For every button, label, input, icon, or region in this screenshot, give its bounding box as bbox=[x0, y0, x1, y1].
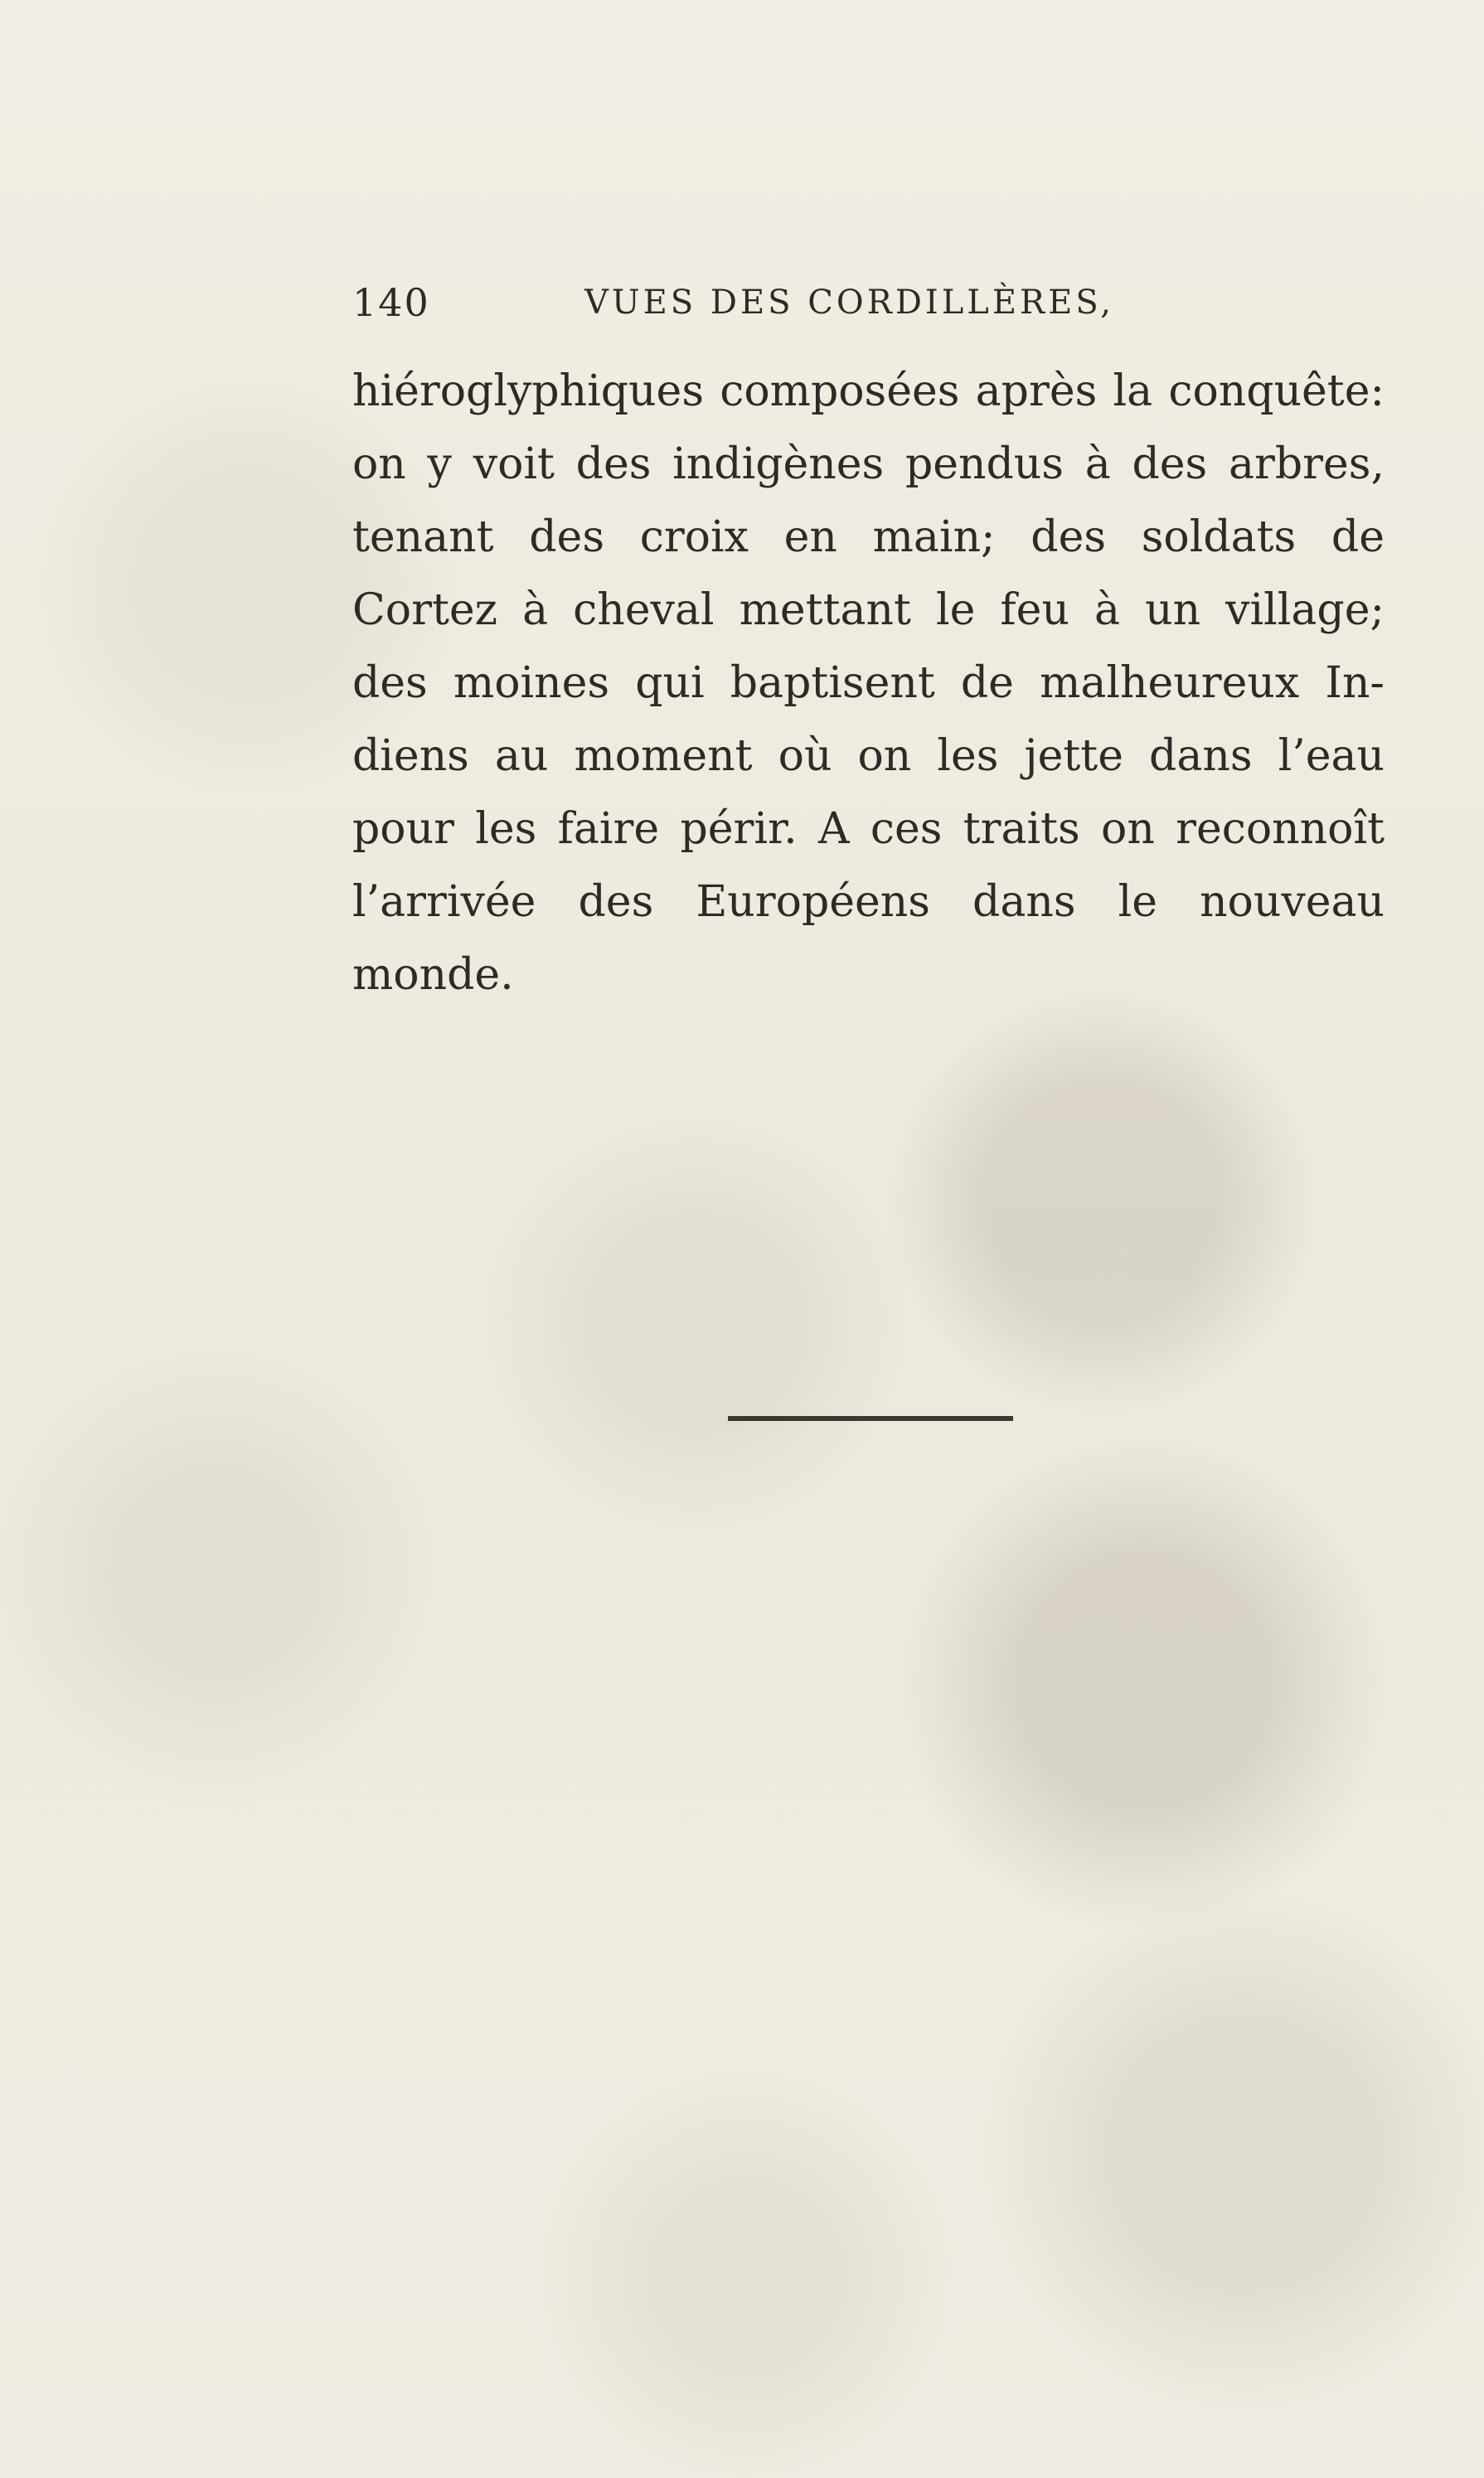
text-line: pour les faire périr. A ces traits on reconnoît bbox=[352, 804, 1385, 854]
text-line: hiéroglyphiques composées après la conquête: bbox=[352, 366, 1385, 416]
section-divider-rule bbox=[728, 1416, 1013, 1421]
body-paragraph bbox=[352, 355, 1385, 1011]
running-title: VUES DES CORDILLÈRES, bbox=[584, 284, 1115, 322]
text-line: tenant des croix en main; des soldats de bbox=[352, 512, 1385, 562]
page-number: 140 bbox=[352, 280, 430, 325]
page-header bbox=[352, 274, 1389, 332]
text-line: monde. bbox=[352, 950, 514, 1000]
text-line: on y voit des indigènes pendus à des arbres, bbox=[352, 439, 1385, 489]
text-line: diens au moment où on les jette dans l’eau bbox=[352, 731, 1385, 781]
text-line: des moines qui baptisent de malheureux In- bbox=[352, 658, 1385, 708]
text-line: Cortez à cheval mettant le feu à un village; bbox=[352, 585, 1385, 635]
text-line: l’arrivée des Européens dans le nouveau bbox=[352, 877, 1385, 927]
